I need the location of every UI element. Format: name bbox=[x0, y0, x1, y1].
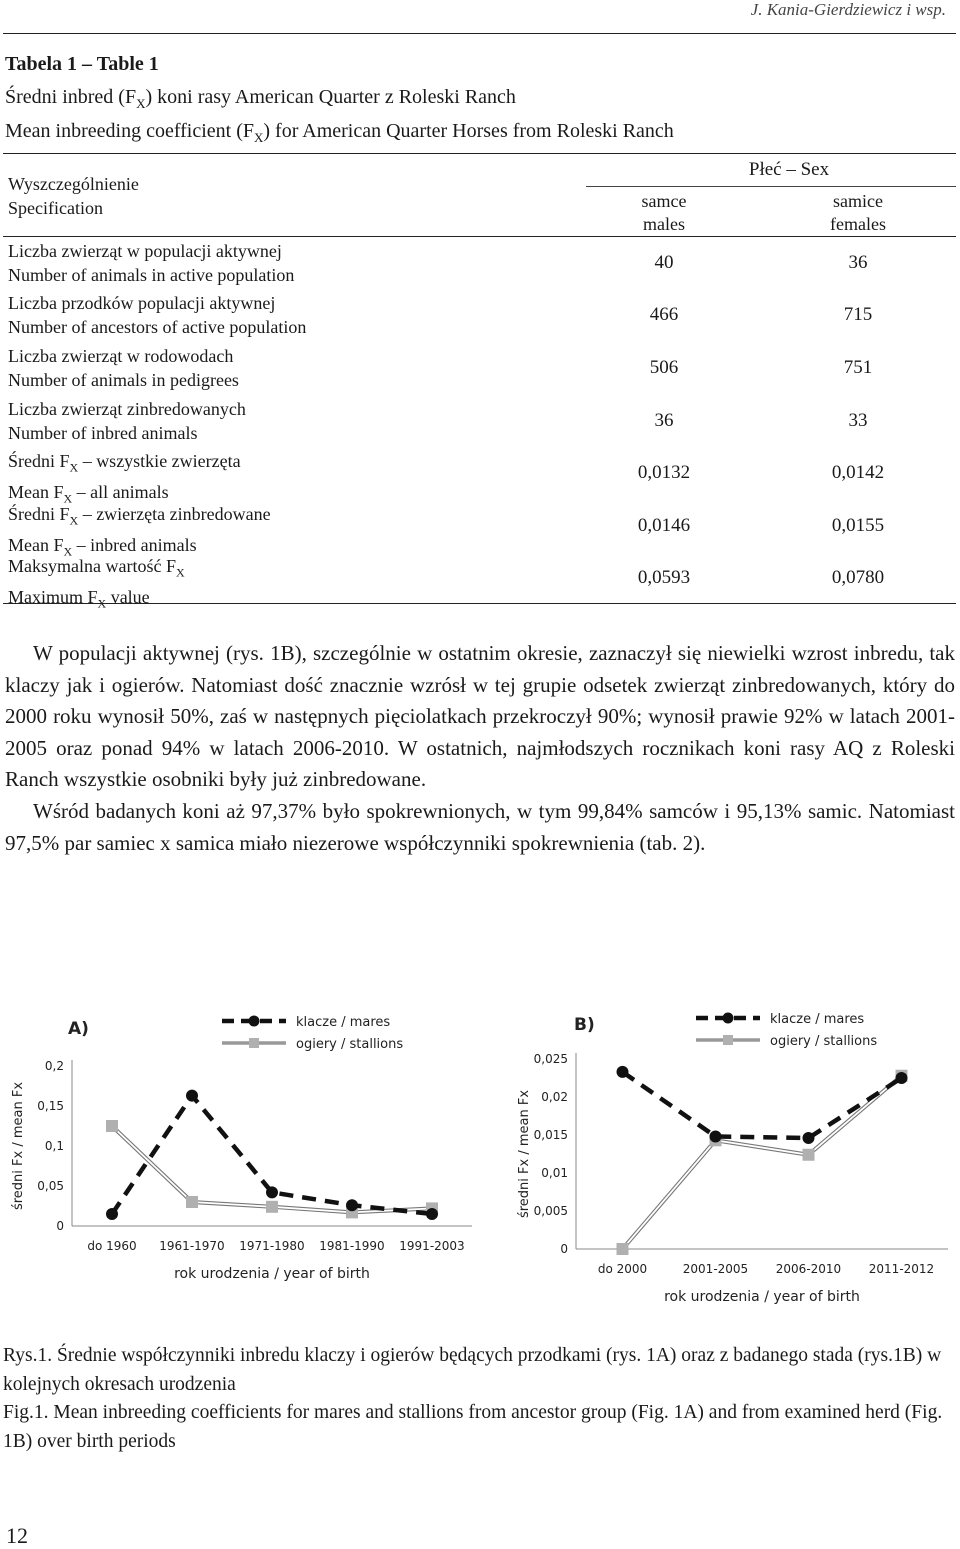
legend-marker-mares bbox=[249, 1016, 260, 1027]
data-point-mares bbox=[346, 1199, 358, 1211]
table-cell-males: 0,0593 bbox=[637, 567, 691, 588]
legend-marker-stallions bbox=[723, 1035, 733, 1045]
table-cell-males: 506 bbox=[649, 357, 679, 378]
y-tick-label: 0,02 bbox=[541, 1090, 568, 1104]
legend-label-mares: klacze / mares bbox=[770, 1012, 865, 1027]
data-point-mares bbox=[186, 1090, 198, 1102]
chart-a bbox=[0, 1000, 480, 1320]
chart-title: B) bbox=[574, 1015, 595, 1035]
header-rule bbox=[3, 33, 956, 34]
x-tick-label: 1961-1970 bbox=[159, 1239, 225, 1253]
table-row-label: Średni $F_X$ – wszystkie zwierzęta Mean $F_X$ – all animals bbox=[8, 451, 241, 506]
y-tick-label: 0,05 bbox=[37, 1179, 64, 1193]
data-point-mares bbox=[106, 1208, 118, 1220]
data-point-mares bbox=[266, 1186, 278, 1198]
col-males-header: samce males bbox=[641, 191, 687, 234]
table-row-label: Średni $F_X$ – zwierzęta zinbredowane Mean $F_X$ – inbred animals bbox=[8, 504, 271, 559]
x-axis-label: rok urodzenia / year of birth bbox=[174, 1266, 370, 1282]
x-tick-label: 2011-2012 bbox=[868, 1262, 935, 1276]
series-line-mares bbox=[623, 1072, 902, 1138]
table-cell-males: 0,0132 bbox=[637, 462, 691, 483]
legend-marker-stallions bbox=[249, 1038, 259, 1048]
paragraph: Wśród badanych koni aż 97,37% było spokrewnionych, w tym 99,84% samców i 95,13% samic. Natomiast 97,5% par samiec x samica miało niezerowe współczynniki spokrewnienia (tab. 2). bbox=[5, 798, 955, 855]
table-row-label: Liczba zwierząt w populacji aktywnej Number of animals in active population bbox=[8, 241, 295, 285]
chart-title: A) bbox=[68, 1019, 89, 1039]
col-females-header: samice females bbox=[830, 191, 886, 234]
table-cell-females: 715 bbox=[843, 304, 873, 325]
table-row-label: Liczba przodków populacji aktywnej Number of ancestors of active population bbox=[8, 293, 307, 337]
x-tick-label: do 1960 bbox=[87, 1239, 137, 1253]
data-point-mares bbox=[617, 1066, 629, 1078]
table-title-en: Mean inbreeding coefficient $(F_X)$ for American Quarter Horses from Roleski Ranch bbox=[5, 120, 674, 145]
table-cell-females: 0,0780 bbox=[831, 567, 885, 588]
table-cell-males: 40 bbox=[654, 252, 674, 273]
table-cell-males: 36 bbox=[654, 410, 674, 431]
series-line-stallions-outline bbox=[112, 1126, 432, 1212]
table-cell-males: 0,0146 bbox=[637, 515, 691, 536]
figure-caption-pl: Rys.1. Średnie współczynniki inbredu klaczy i ogierów będących przodkami (rys. 1A) oraz z badanego stada (rys.1B) w kolejnych okresach urodzenia bbox=[3, 1345, 942, 1395]
table-cell-males: 466 bbox=[649, 304, 679, 325]
table-cell-females: 33 bbox=[848, 410, 868, 431]
y-tick-label: 0,15 bbox=[37, 1099, 64, 1113]
data-point-stallions bbox=[266, 1201, 278, 1213]
table-cell-females: 36 bbox=[848, 252, 868, 273]
legend-marker-mares bbox=[723, 1013, 734, 1024]
data-point-stallions bbox=[106, 1120, 118, 1132]
x-tick-label: 2006-2010 bbox=[775, 1262, 842, 1276]
table-title-pl: Średni inbred $(F_X)$ koni rasy American Quarter z Roleski Ranch bbox=[5, 86, 516, 111]
data-point-stallions bbox=[617, 1243, 629, 1255]
y-tick-label: 0,025 bbox=[533, 1052, 568, 1066]
x-tick-label: 1981-1990 bbox=[319, 1239, 385, 1253]
body-text bbox=[5, 638, 955, 859]
data-point-mares bbox=[710, 1131, 722, 1143]
x-tick-label: 2001-2005 bbox=[682, 1262, 749, 1276]
y-tick-label: 0,1 bbox=[44, 1139, 64, 1153]
spec-header: Wyszczególnienie Specification bbox=[8, 174, 139, 218]
table-cell-females: 0,0142 bbox=[831, 462, 885, 483]
x-axis-label: rok urodzenia / year of birth bbox=[664, 1289, 860, 1305]
sex-sub-rule bbox=[586, 186, 956, 187]
table-row-label: Liczba zwierząt w rodowodach Number of animals in pedigrees bbox=[8, 346, 239, 390]
sex-header: Płeć – Sex bbox=[748, 159, 830, 180]
table-row-label: Maksymalna wartość $F_X$ Maximum $F_X$ value bbox=[8, 556, 185, 611]
data-point-stallions bbox=[803, 1149, 815, 1161]
y-tick-label: 0,2 bbox=[44, 1059, 64, 1073]
figure-caption bbox=[3, 1342, 955, 1456]
data-point-stallions bbox=[186, 1196, 198, 1208]
y-axis-label: średni Fx / mean Fx bbox=[517, 1089, 532, 1219]
paragraph: W populacji aktywnej (rys. 1B), szczególnie w ostatnim okresie, zaznaczył się niewielki wzrost inbredu, tak klaczy jak i ogierów. Natomiast dość znacznie wzrósł w tej grupie odsetek zwierząt zinbredowanych, który do 2000 roku wynosił 50%, zaś w następnych pięciolatkach przekroczył 90%; wynosił prawie 92% w latach 2001-2005 oraz ponad 94% w latach 2006-2010. W ostatnich, najmłodszych rocznikach koni rasy AQ z Roleski Ranch wszystkie osobniki były już zinbredowane. bbox=[5, 641, 955, 792]
table-header-rule bbox=[3, 236, 956, 237]
chart-b bbox=[480, 1000, 958, 1320]
y-tick-label: 0,015 bbox=[533, 1128, 568, 1142]
legend-label-stallions: ogiery / stallions bbox=[770, 1034, 878, 1049]
y-tick-label: 0,005 bbox=[533, 1204, 568, 1218]
page-number: 12 bbox=[6, 1523, 28, 1548]
legend-label-mares: klacze / mares bbox=[296, 1015, 391, 1030]
x-tick-label: 1991-2003 bbox=[399, 1239, 465, 1253]
running-head: J. Kania-Gierdziewicz i wsp. bbox=[750, 0, 946, 19]
y-tick-label: 0 bbox=[56, 1219, 64, 1233]
table-cell-females: 751 bbox=[843, 357, 873, 378]
table-row-label: Liczba zwierząt zinbredowanych Number of inbred animals bbox=[8, 399, 246, 443]
x-tick-label: do 2000 bbox=[597, 1262, 648, 1276]
legend-label-stallions: ogiery / stallions bbox=[296, 1037, 404, 1052]
data-point-mares bbox=[896, 1072, 908, 1084]
x-tick-label: 1971-1980 bbox=[239, 1239, 305, 1253]
figure-caption-en: Fig.1. Mean inbreeding coefficients for mares and stallions from ancestor group (Fig. 1A) and from examined herd (Fig. 1B) over birth periods bbox=[3, 1402, 943, 1452]
y-axis-label: średni Fx / mean Fx bbox=[11, 1081, 26, 1211]
data-point-mares bbox=[426, 1208, 438, 1220]
y-tick-label: 0 bbox=[560, 1242, 568, 1256]
table-label: Tabela 1 – Table 1 bbox=[5, 53, 159, 75]
table-cell-females: 0,0155 bbox=[831, 515, 885, 536]
y-tick-label: 0,01 bbox=[541, 1166, 568, 1180]
table-top-rule bbox=[3, 153, 956, 154]
data-point-mares bbox=[803, 1132, 815, 1144]
